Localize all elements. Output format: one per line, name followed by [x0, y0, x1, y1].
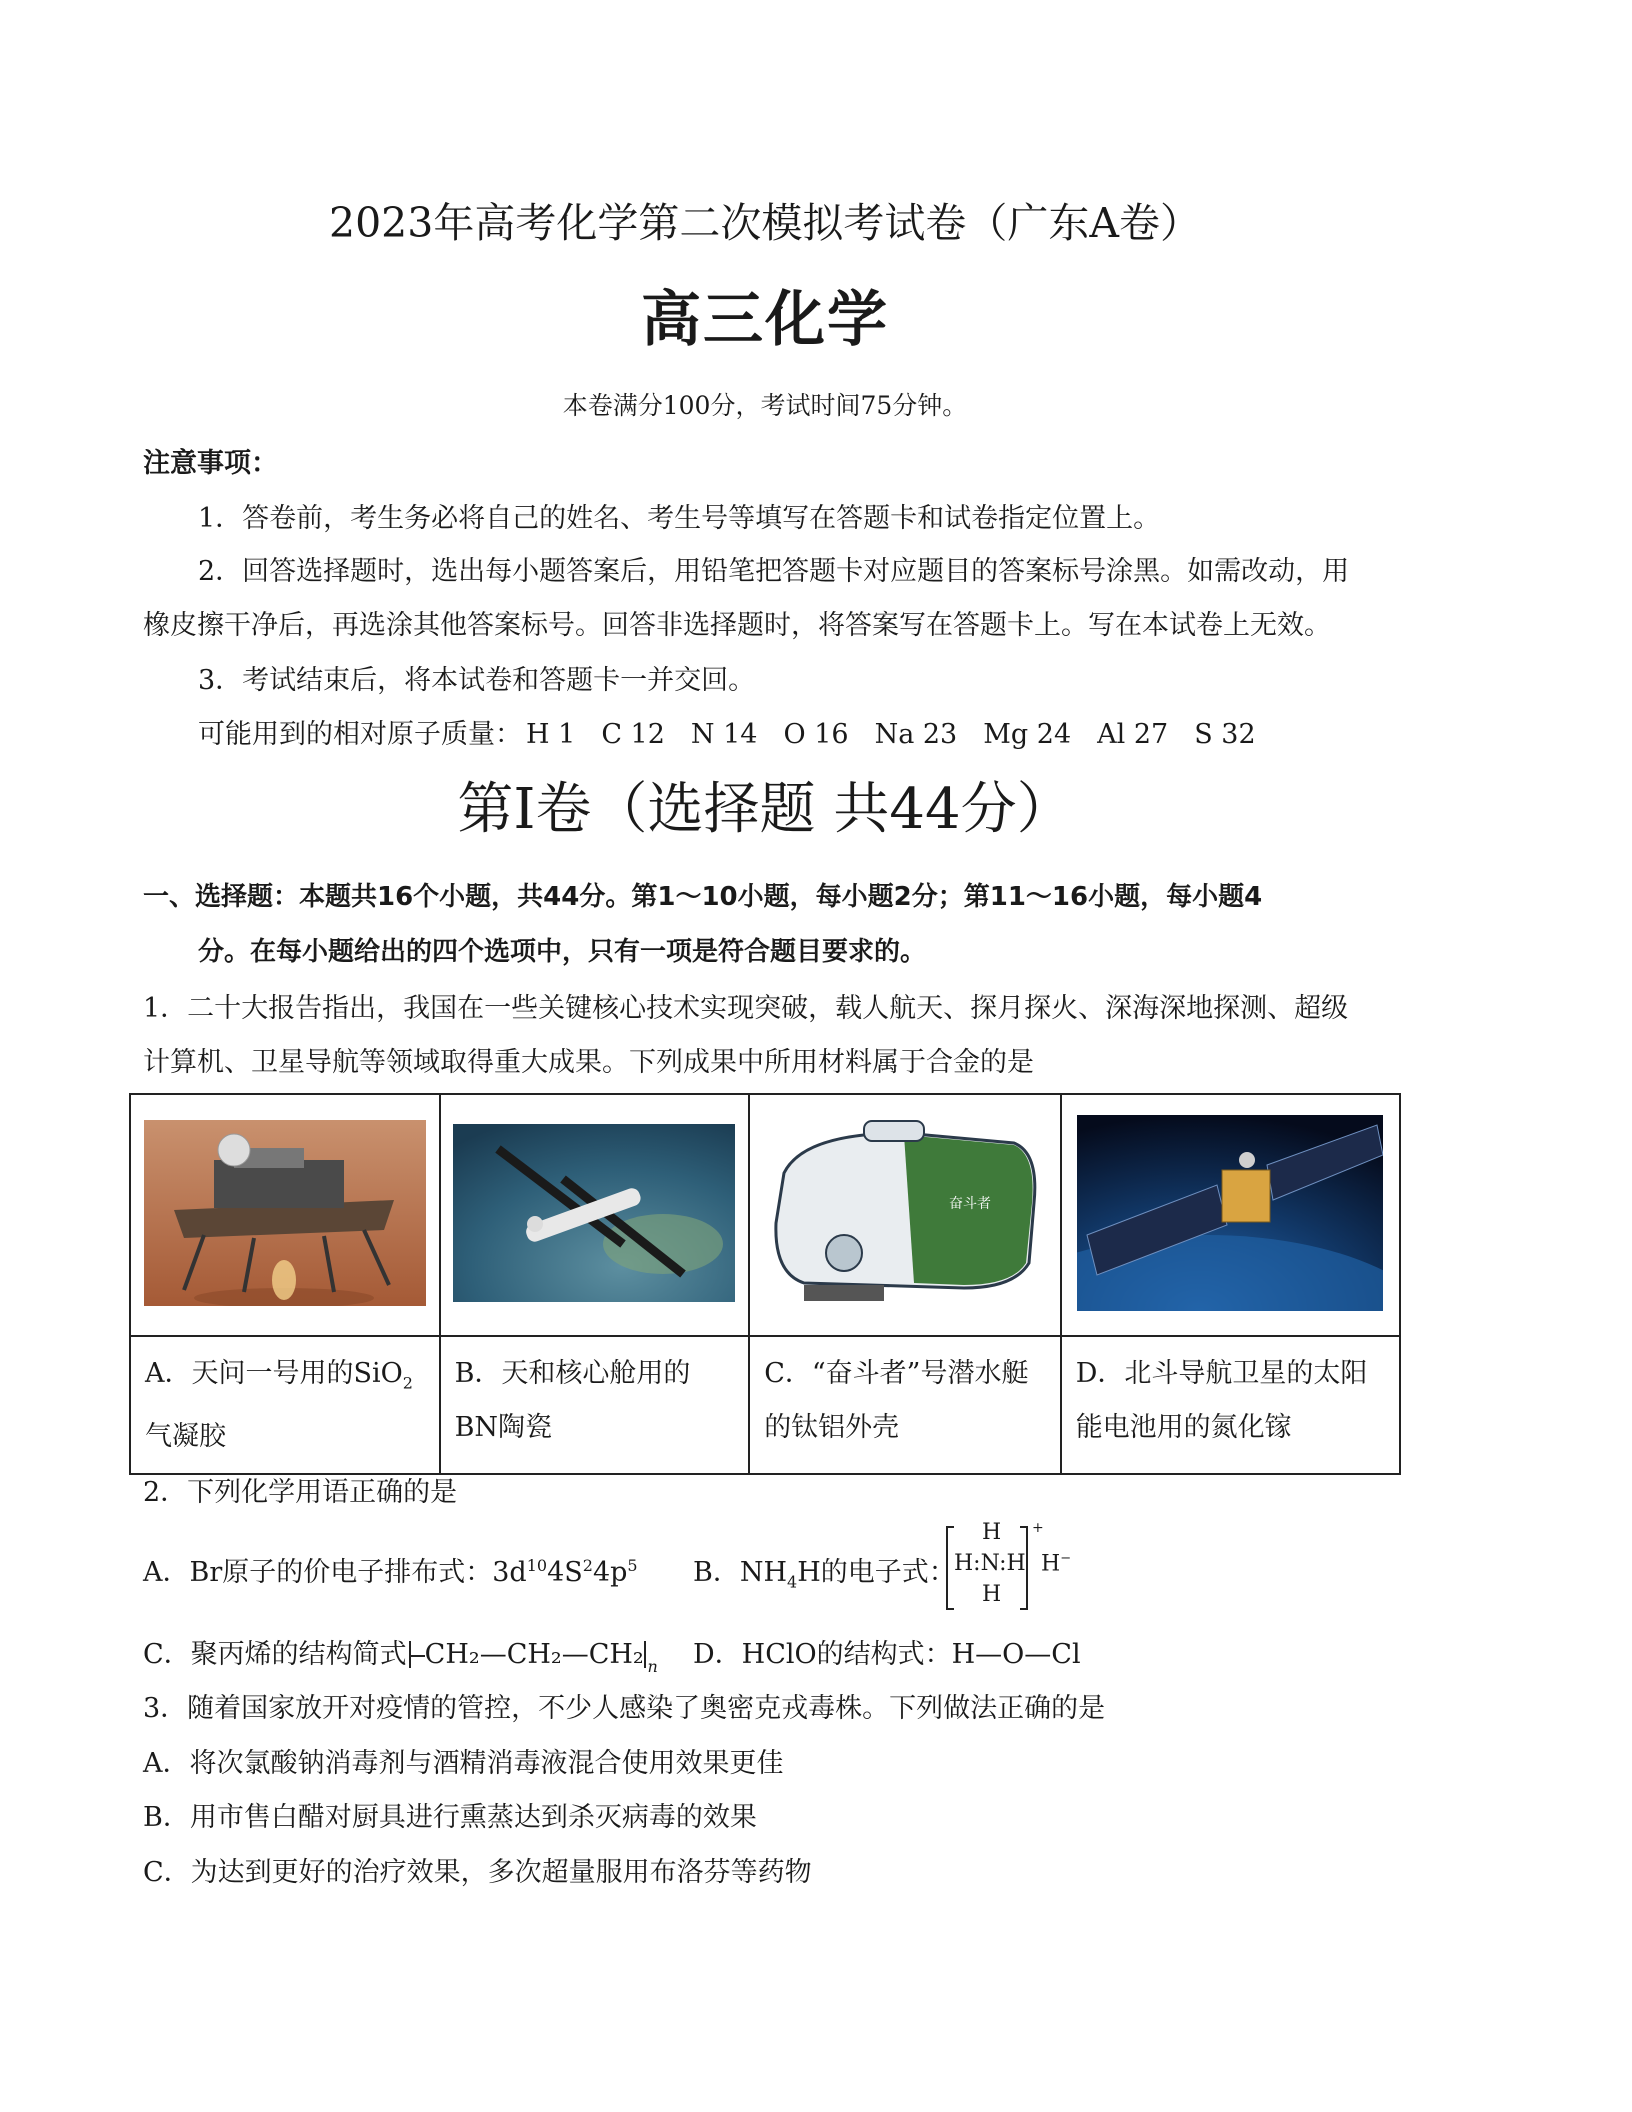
q2-option-b	[693, 1550, 956, 1591]
q3-option-b: B．用市售白醋对厨具进行熏蒸达到杀灭病毒的效果	[143, 1802, 757, 1833]
subject-title: 高三化学	[641, 285, 889, 355]
exam-title: 2023年高考化学第二次模拟考试卷（广东A卷）	[329, 199, 1201, 247]
atomic-mass-n: N 14	[690, 719, 758, 750]
q1-option-a	[130, 1336, 440, 1474]
q1-image-cell-d	[1061, 1094, 1400, 1336]
q1-option-d-line2: 能电池用的氮化镓	[1075, 1412, 1292, 1443]
q3-stem: 3．随着国家放开对疫情的管控，不少人感染了奥密克戎毒株。下列做法正确的是	[143, 1693, 1106, 1724]
section-instruction-line2: 分。在每小题给出的四个选项中，只有一项是符合题目要求的。	[198, 937, 927, 967]
mars-rover-image	[144, 1120, 426, 1306]
atomic-mass-mg: Mg 24	[983, 719, 1072, 750]
notices-heading: 注意事项：	[143, 448, 278, 479]
q2-option-a-mid2: 4p	[592, 1557, 628, 1588]
notice-item-2-line1: 2．回答选择题时，选出每小题答案后，用铅笔把答题卡对应题目的答案标号涂黑。如需改动，用	[198, 556, 1350, 587]
q2-option-d: D．HClO的结构式：H—O—Cl	[693, 1639, 1081, 1670]
space-station-image	[453, 1124, 735, 1302]
formula-right-bracket	[644, 1641, 646, 1668]
atomic-mass-o: O 16	[783, 719, 849, 750]
q1-option-b-line1: B．天和核心舱用的	[454, 1358, 691, 1389]
formula-text: CH₂—CH₂—CH₂	[424, 1639, 644, 1670]
atomic-mass-s: S 32	[1194, 719, 1256, 750]
structure-bottom-h: H	[982, 1582, 1002, 1607]
q1-option-a-prefix: A．天问一号用的SiO	[145, 1358, 403, 1389]
q2-option-a-sup2: 2	[582, 1556, 593, 1575]
q2-stem: 2．下列化学用语正确的是	[143, 1477, 458, 1508]
hydride-symbol: H	[1041, 1551, 1061, 1577]
hydride-charge: −	[1060, 1551, 1072, 1566]
q2-option-b-suffix: H的电子式：	[797, 1557, 956, 1588]
left-bracket	[946, 1526, 954, 1610]
q2-option-c-prefix: C．聚丙烯的结构简式	[143, 1639, 407, 1670]
atomic-mass-c: C 12	[601, 719, 665, 750]
atomic-mass-al: Al 27	[1097, 719, 1169, 750]
q2-option-a-prefix: A．Br原子的价电子排布式：3d	[143, 1557, 527, 1588]
score-time-note: 本卷满分100分，考试时间75分钟。	[562, 391, 968, 420]
notice-item-3: 3．考试结束后，将本试卷和答题卡一并交回。	[198, 665, 756, 696]
hydride-anion	[1041, 1551, 1071, 1576]
q1-image-cell-b	[440, 1094, 750, 1336]
submarine-image	[764, 1113, 1046, 1313]
structure-top-h: H	[982, 1520, 1002, 1545]
q2-option-b-subscript: 4	[787, 1572, 798, 1592]
nh4-electron-structure	[946, 1520, 1086, 1612]
q1-option-d-line1: D．北斗导航卫星的太阳	[1075, 1358, 1368, 1389]
atomic-mass-label: 可能用到的相对原子质量：	[198, 719, 522, 750]
q2-option-a-mid: 4S	[547, 1557, 583, 1588]
structure-middle: H:N:H	[954, 1551, 1026, 1576]
q1-stem-line1: 1．二十大报告指出，我国在一些关键核心技术实现突破，载人航天、探月探火、深海深地探测、超级	[143, 993, 1349, 1024]
q1-option-c-line2: 的钛铝外壳	[764, 1412, 900, 1443]
notice-item-1: 1．答卷前，考生务必将自己的姓名、考生号等填写在答题卡和试卷指定位置上。	[198, 503, 1161, 534]
q3-option-c: C．为达到更好的治疗效果，多次超量服用布洛芬等药物	[143, 1857, 812, 1888]
atomic-mass-na: Na 23	[874, 719, 958, 750]
q1-option-a-line2: 气凝胶	[145, 1421, 226, 1453]
q2-option-a-sup1: 10	[526, 1556, 548, 1575]
q2-option-a	[143, 1550, 638, 1589]
atomic-mass-line	[198, 712, 1282, 751]
q1-option-c-line1: C．“奋斗者”号潜水艇	[764, 1358, 1029, 1389]
satellite-image	[1077, 1115, 1383, 1311]
q1-stem-line2: 计算机、卫星导航等领域取得重大成果。下列成果中所用材料属于合金的是	[143, 1047, 1034, 1078]
q1-options-table	[129, 1093, 1401, 1475]
atomic-mass-h: H 1	[526, 719, 576, 750]
q1-image-cell-a	[130, 1094, 440, 1336]
q1-option-b	[440, 1336, 750, 1474]
q1-option-d	[1061, 1336, 1400, 1474]
formula-n: n	[647, 1657, 658, 1676]
part1-title: 第I卷（选择题 共44分）	[457, 777, 1073, 842]
q2-option-b-prefix: B．NH	[693, 1557, 788, 1588]
q3-option-a: A．将次氯酸钠消毒剂与酒精消毒液混合使用效果更佳	[143, 1748, 784, 1779]
polypropylene-formula	[407, 1639, 658, 1676]
q1-option-a-subscript: 2	[402, 1373, 413, 1393]
q1-option-c	[749, 1336, 1061, 1474]
q2-option-c	[143, 1632, 658, 1676]
q1-image-cell-c	[749, 1094, 1061, 1336]
submarine-hull-text: 奋斗者	[948, 1196, 991, 1212]
structure-plus-charge: +	[1032, 1520, 1044, 1536]
q2-option-a-sup3: 5	[627, 1556, 638, 1575]
section-instruction-line1: 一、选择题：本题共16个小题，共44分。第1～10小题，每小题2分；第11～16小题，每小题4	[143, 882, 1263, 912]
q1-option-b-line2: BN陶瓷	[454, 1412, 553, 1443]
notice-item-2-line2: 橡皮擦干净后，再选涂其他答案标号。回答非选择题时，将答案写在答题卡上。写在本试卷上无效。	[143, 610, 1331, 641]
